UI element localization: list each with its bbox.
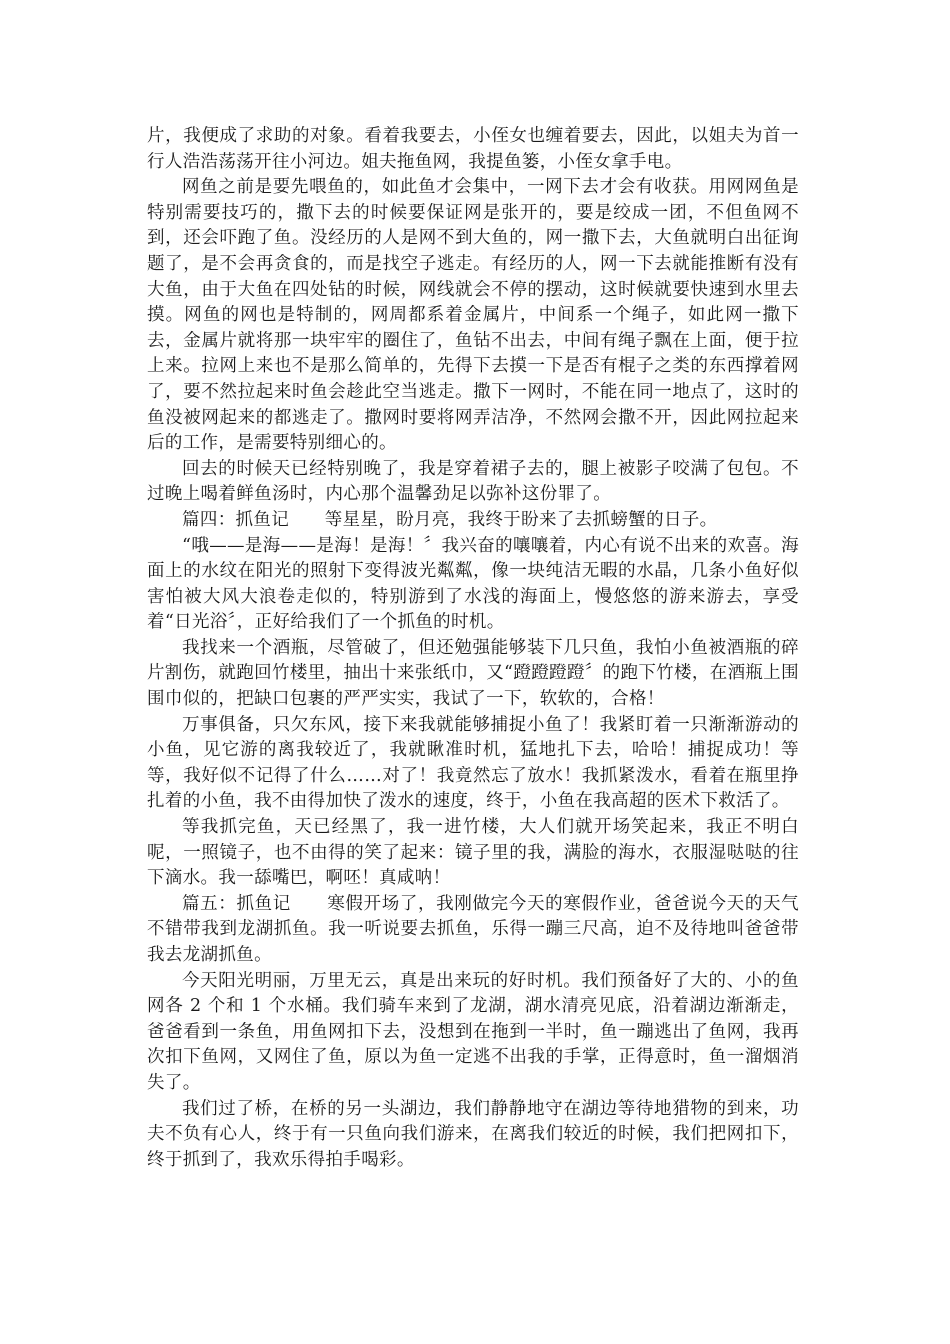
paragraph-continuation: 片，我便成了求助的对象。看着我要去，小侄女也缠着要去，因此，以姐夫为首一行人浩浩荡荡开往小河边。姐夫拖鱼网，我提鱼篓，小侄女拿手电。: [147, 126, 799, 172]
paragraph-fish-netting: 网鱼之前是要先喂鱼的，如此鱼才会集中，一网下去才会有收获。用网网鱼是特别需要技巧的，撒下去的时候要保证网是张开的，要是绞成一团，不但鱼网不到，还会吓跑了鱼。没经历的人是网不到大鱼的，网一撒下去，大鱼就明白出征询题了，是不会再贪食的，而是找空子逃走。有经历的人，网一下去就能推断有没有大鱼，由于大鱼在四处钻的时候，网线就会不停的摆动，这时候就要快速到水里去摸。网鱼的网也是特制的，网周都系着金属片，中间系一个绳子，如此网一撒下去，金属片就将那一块牢牢的圈住了，鱼钻不出去，中间有绳子飘在上面，便于拉上来。拉网上来也不是那么简单的，先得下去摸一下是否有棍子之类的东西撑着网了，要不然拉起来时鱼会趁此空当逃走。撒下一网时，不能在同一地点了，这时的鱼没被网起来的都逃走了。撒网时要将网弄洁净，不然网会撒不开，因此网拉起来后的工作，是需要特别细心的。: [147, 177, 799, 454]
paragraph-over-bridge: 我们过了桥，在桥的另一头湖边，我们静静地守在湖边等待地猎物的到来，功夫不负有心人，终于有一只鱼向我们游来，在离我们较近的时候，我们把网扣下，终于抓到了，我欢乐得拍手喝彩。: [147, 1098, 799, 1170]
paragraph-mirror: 等我抓完鱼，天已经黑了，我一进竹楼，大人们就开场笑起来，我正不明白呢，一照镜子，也不由得的笑了起来：镜子里的我，满脸的海水，衣服湿哒哒的往下滴水。我一舔嘴巴，啊呸！真咸呐！: [147, 817, 799, 889]
document-body: [147, 124, 799, 1173]
paragraph-part-four-heading: 篇四：抓鱼记 等星星，盼月亮，我终于盼来了去抓螃蟹的日子。: [182, 509, 718, 530]
paragraph-part-five-heading: 篇五：抓鱼记 寒假开场了，我刚做完今天的寒假作业，爸爸说今天的天气不错带我到龙湖抓鱼。我一听说要去抓鱼，乐得一蹦三尺高，迫不及待地叫爸爸带我去龙湖抓鱼。: [147, 893, 799, 965]
paragraph-wine-bottle: 我找来一个酒瓶，尽管破了，但还勉强能够装下几只鱼，我怕小鱼被酒瓶的碎片割伤，就跑回竹楼里，抽出十来张纸巾，又“蹬蹬蹬蹬〞的跑下竹楼，在酒瓶上围围巾似的，把缺口包裹的严严实实，我试了一下，软软的，合格！: [147, 637, 799, 710]
paragraph-going-home: 回去的时候天已经特别晚了，我是穿着裙子去的，腿上被影子咬满了包包。不过晚上喝着鲜鱼汤时，内心那个温馨劲足以弥补这份罪了。: [147, 458, 799, 505]
paragraph-catching-fish: 万事俱备，只欠东风，接下来我就能够捕捉小鱼了！我紧盯着一只渐渐游动的小鱼，见它游的离我较近了，我就瞅准时机，猛地扎下去，哈哈！捕捉成功！等等，我好似不记得了什么……对了！我竟然忘了放水！我抓紧泼水，看着在瓶里挣扎着的小鱼，我不由得加快了泼水的速度，终于，小鱼在我高超的医术下救活了。: [147, 714, 799, 812]
paragraph-sunny-day: 今天阳光明丽，万里无云，真是出来玩的好时机。我们预备好了大的、小的鱼网各 2 个和 1 个水桶。我们骑车来到了龙湖，湖水清亮见底，沿着湖边渐渐走，爸爸看到一条鱼，用鱼网扣下去，没想到在拖到一半时，鱼一蹦逃出了鱼网，我再次扣下鱼网，又网住了鱼，原以为鱼一定逃不出我的手掌，正得意时，鱼一溜烟消失了。: [147, 970, 799, 1093]
paragraph-seeing-sea: “哦——是海——是海！是海！〞我兴奋的嚷嚷着，内心有说不出来的欢喜。海面上的水纹在阳光的照射下变得波光粼粼，像一块纯洁无暇的水晶，几条小鱼好似害怕被大风大浪卷走似的，特别游到了水浅的海面上，慢悠悠的游来游去，享受着“日光浴〞，正好给我们了一个抓鱼的时机。: [147, 535, 799, 633]
